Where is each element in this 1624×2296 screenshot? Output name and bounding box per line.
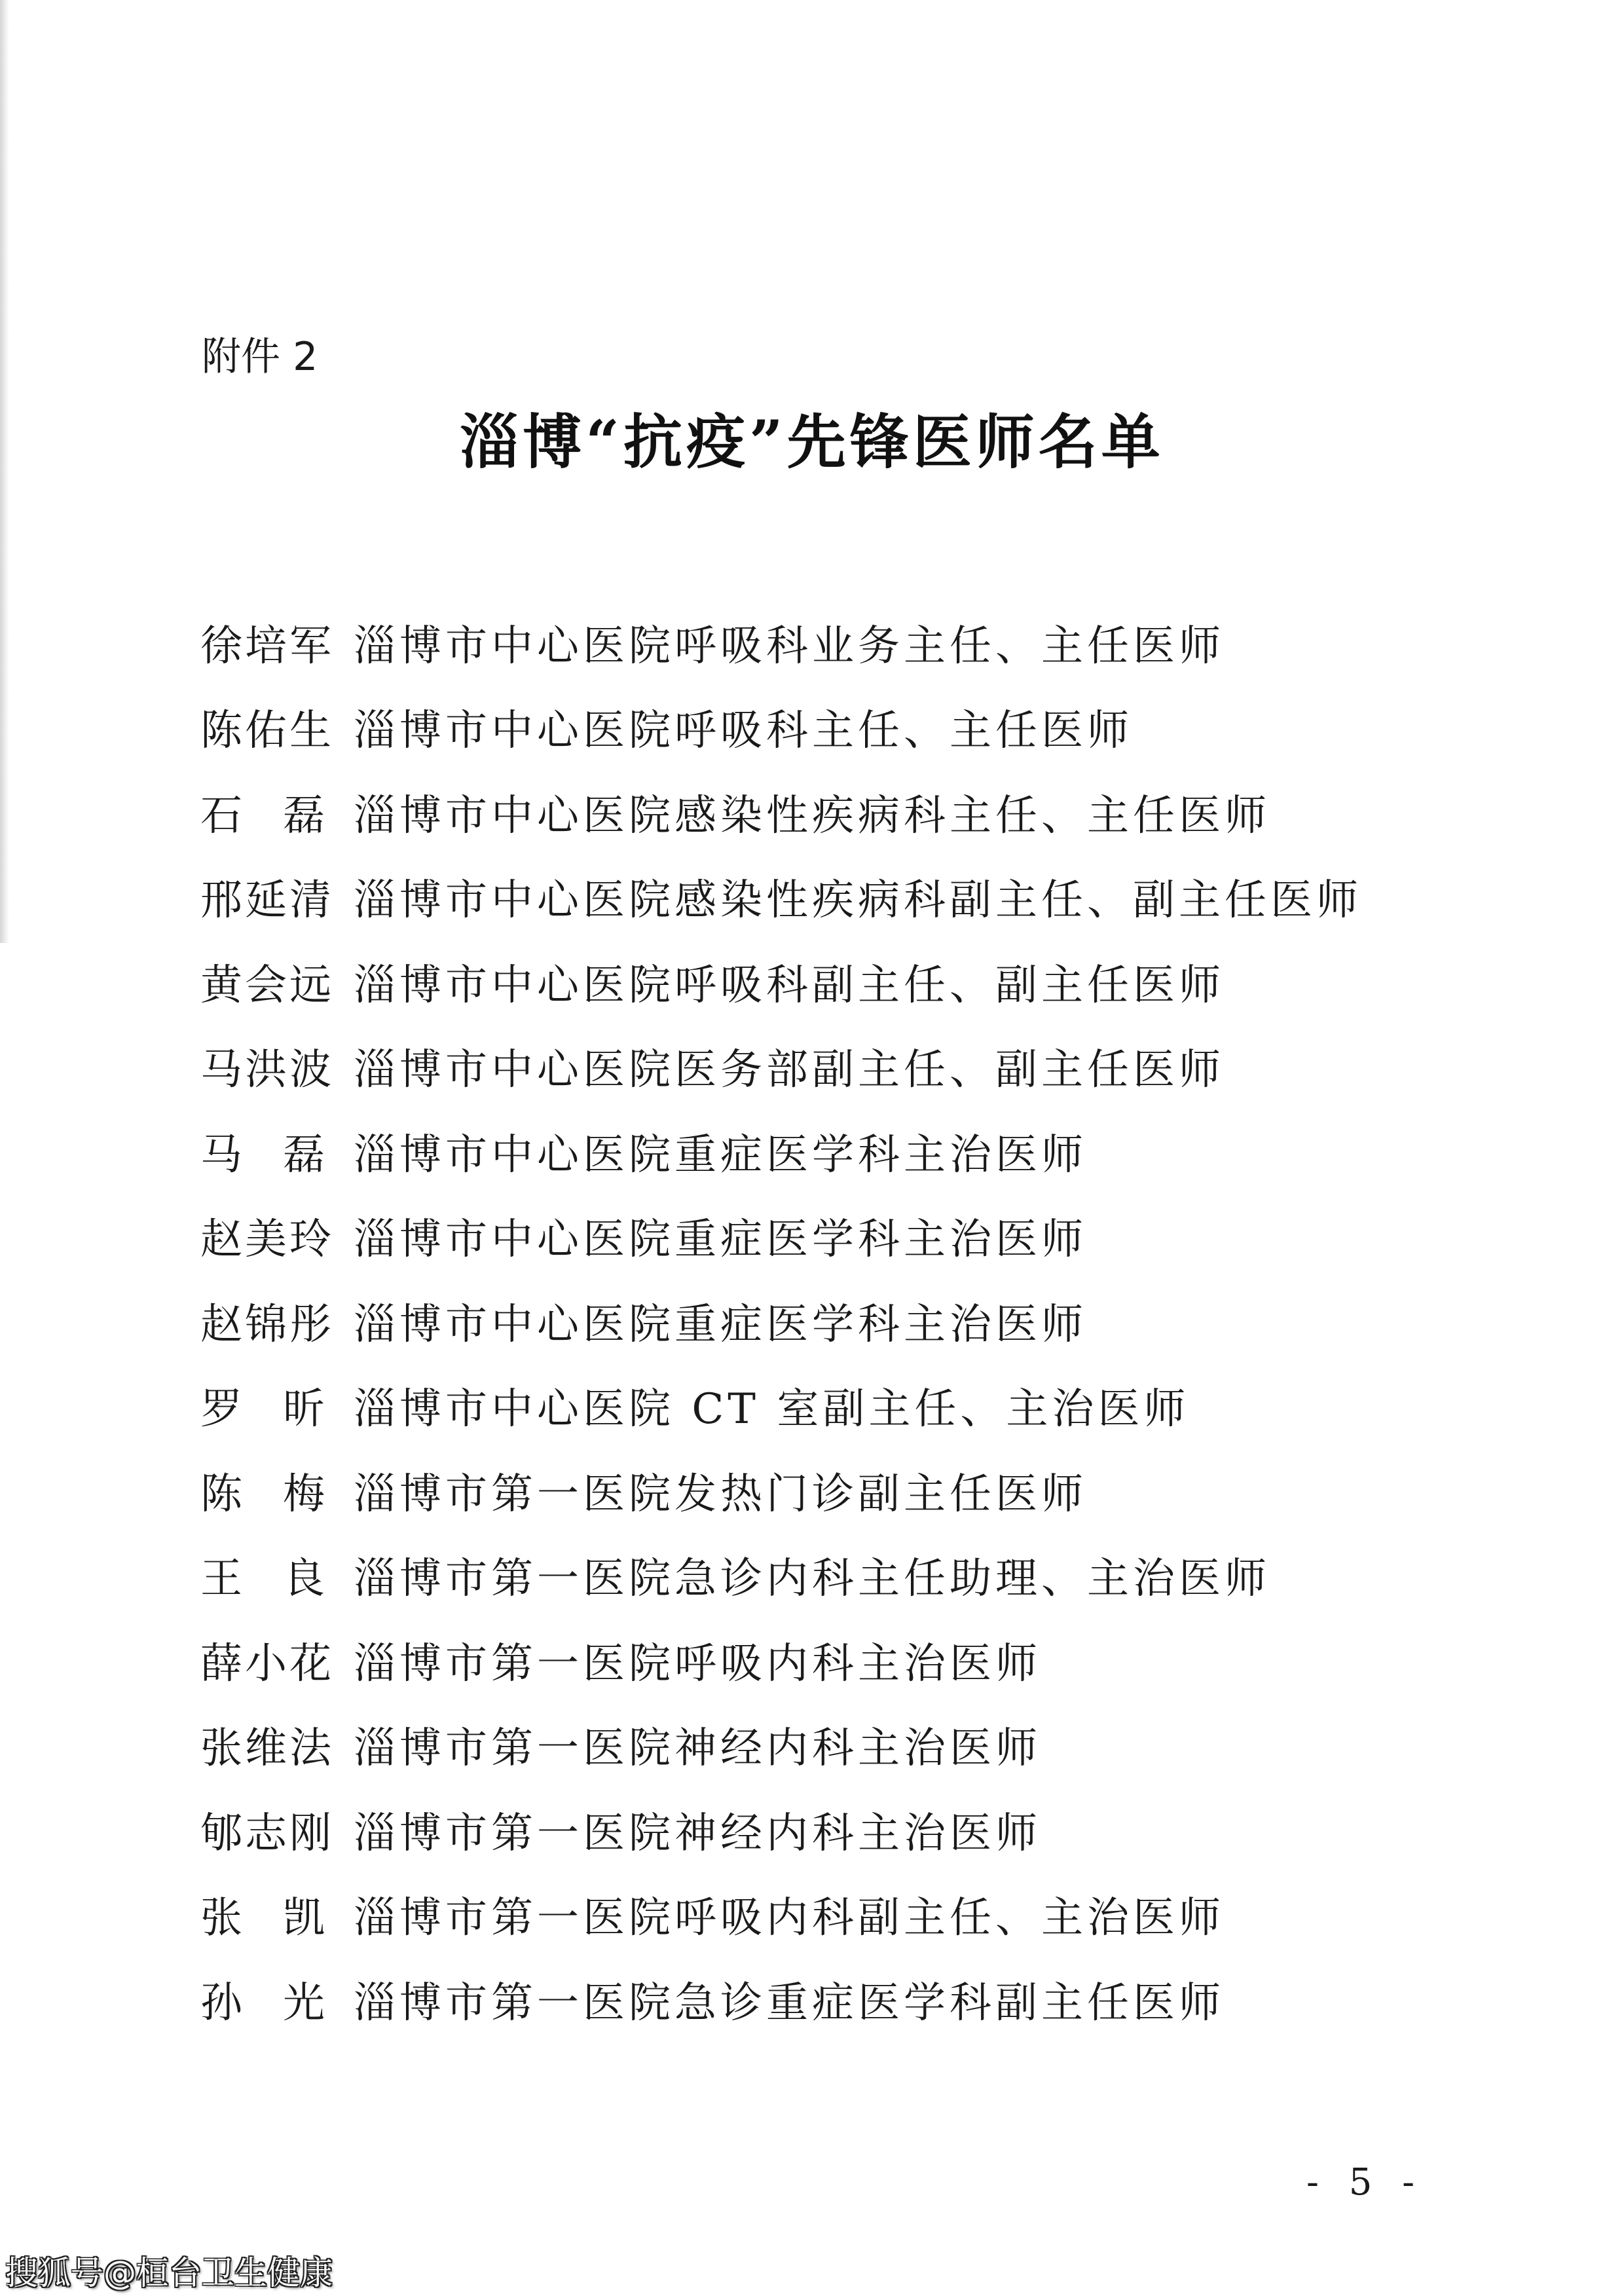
doctor-name: 邢延清 [200, 876, 334, 925]
doctor-name: 罗昕 [200, 1385, 325, 1434]
doctor-name: 郇志刚 [200, 1809, 334, 1858]
list-item [200, 1198, 1362, 1283]
doctor-name: 孙光 [200, 1978, 325, 2028]
doctor-position: 淄博市第一医院神经内科主治医师 [354, 1724, 1041, 1773]
list-item [200, 1452, 1362, 1537]
attachment-label: 附件 2 [202, 334, 318, 380]
list-item [200, 1961, 1362, 2046]
doctor-name: 马洪波 [200, 1046, 334, 1095]
list-item [200, 689, 1362, 774]
doctor-position: 淄博市第一医院呼吸内科副主任、主治医师 [354, 1894, 1225, 1943]
doctor-name: 石磊 [200, 791, 325, 840]
list-item [200, 1367, 1362, 1453]
doctor-position: 淄博市中心医院医务部副主任、副主任医师 [354, 1046, 1225, 1095]
doctor-position: 淄博市第一医院神经内科主治医师 [354, 1809, 1041, 1858]
doctor-list [200, 604, 1362, 2046]
page-number: - 5 - [1306, 2161, 1424, 2204]
list-item [200, 1028, 1362, 1113]
doctor-position: 淄博市第一医院发热门诊副主任医师 [354, 1470, 1087, 1519]
doctor-position: 淄博市中心医院重症医学科主治医师 [354, 1300, 1087, 1349]
list-item [200, 1876, 1362, 1961]
doctor-name: 马磊 [200, 1130, 325, 1179]
doctor-name: 黄会远 [200, 961, 334, 1010]
list-item [200, 1791, 1362, 1876]
list-item [200, 604, 1362, 689]
watermark-text: 搜狐号@桓台卫生健康 [5, 2254, 333, 2292]
doctor-position: 淄博市第一医院急诊重症医学科副主任医师 [354, 1978, 1225, 2028]
doctor-name: 赵锦彤 [200, 1300, 334, 1349]
doctor-name: 张凯 [200, 1894, 325, 1943]
doctor-position: 淄博市中心医院感染性疾病科主任、主任医师 [354, 791, 1270, 840]
doctor-name: 张维法 [200, 1724, 334, 1773]
list-item [200, 1621, 1362, 1707]
doctor-position: 淄博市中心医院重症医学科主治医师 [354, 1130, 1087, 1179]
list-item [200, 1113, 1362, 1198]
doctor-position: 淄博市中心医院 CT 室副主任、主治医师 [354, 1385, 1190, 1434]
doctor-position: 淄博市中心医院呼吸科主任、主任医师 [354, 707, 1133, 756]
doctor-name: 赵美玲 [200, 1215, 334, 1265]
list-item [200, 859, 1362, 944]
list-item [200, 1282, 1362, 1367]
list-item [200, 773, 1362, 859]
doctor-name: 徐培军 [200, 621, 334, 671]
doctor-name: 王良 [200, 1555, 325, 1604]
doctor-position: 淄博市中心医院感染性疾病科副主任、副主任医师 [354, 876, 1362, 925]
list-item [200, 1707, 1362, 1792]
doctor-position: 淄博市中心医院呼吸科副主任、副主任医师 [354, 961, 1225, 1010]
document-title: 淄博“抗疫”先锋医师名单 [460, 407, 1164, 477]
doctor-position: 淄博市第一医院呼吸内科主治医师 [354, 1639, 1041, 1688]
doctor-name: 陈梅 [200, 1470, 325, 1519]
doctor-name: 薛小花 [200, 1639, 334, 1688]
doctor-position: 淄博市中心医院重症医学科主治医师 [354, 1215, 1087, 1265]
doctor-position: 淄博市第一医院急诊内科主任助理、主治医师 [354, 1555, 1270, 1604]
list-item [200, 1537, 1362, 1622]
doctor-position: 淄博市中心医院呼吸科业务主任、主任医师 [354, 621, 1225, 671]
list-item [200, 943, 1362, 1028]
doctor-name: 陈佑生 [200, 707, 334, 756]
